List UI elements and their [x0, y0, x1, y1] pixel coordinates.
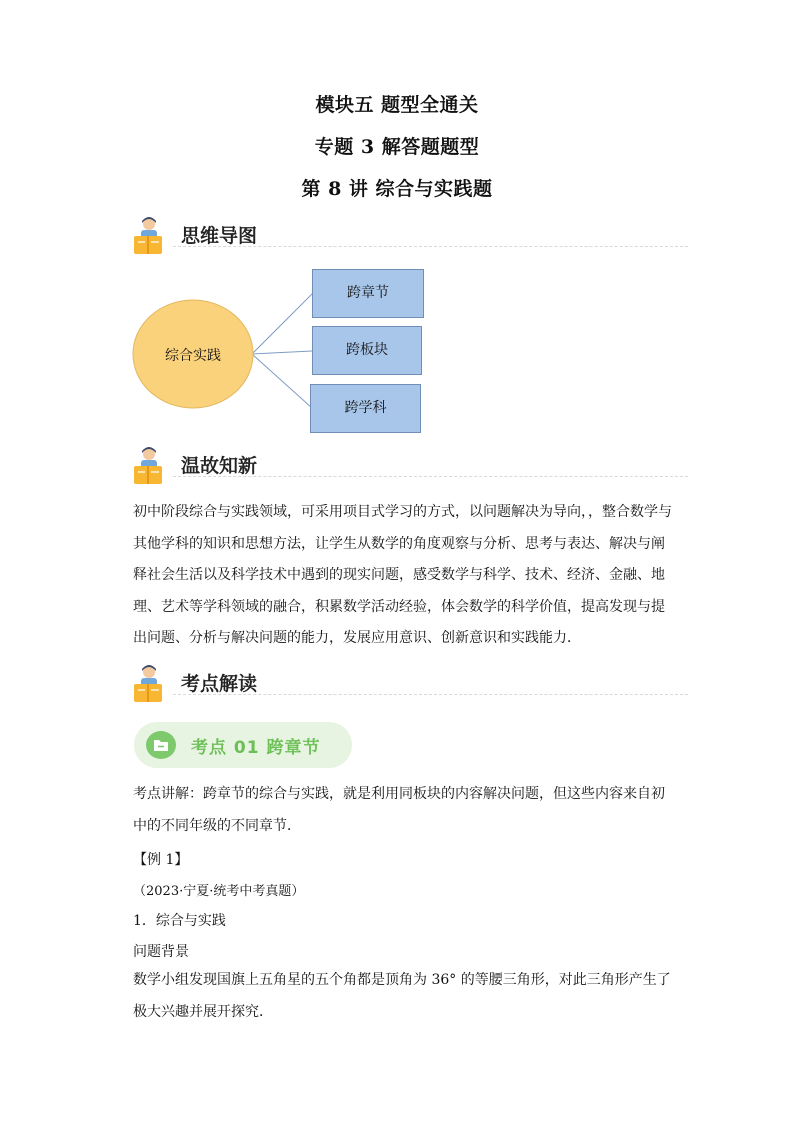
mindmap-branch-label: 跨学科 [344, 400, 387, 416]
section-divider [173, 476, 688, 477]
mindmap-connector [252, 354, 312, 408]
section-header-mindmap [133, 214, 688, 258]
student-reading-icon [133, 214, 169, 258]
student-reading-icon [133, 662, 169, 706]
section-divider [173, 694, 688, 695]
section-title-mindmap: 思维导图 [181, 225, 258, 247]
section-divider [173, 246, 688, 247]
review-paragraph: 初中阶段综合与实践领域，可采用项目式学习的方式，以问题解决为导向，，整合数学与其他学科的知识和思想方法，让学生从数学的角度观察与分析、思考与表达、解决与阐释社会生活以及科学技术中遇到的现实问题，感受数学与科学、技术、经济、金融、地理、艺术等学科领域的融合，积累数学活动经验，体会数学的科学价值，提高发现与提出问题、分析与解决问题的能力，发展应用意识、创新意识和实践能力． [133, 504, 672, 647]
section-header-points [133, 662, 688, 706]
mindmap-branch-node [312, 269, 424, 318]
question-number: 1．综合与实践 [133, 913, 226, 929]
mindmap-connector [252, 351, 312, 354]
mindmap-center-label: 综合实践 [165, 348, 221, 364]
mindmap-branch-node [310, 384, 421, 433]
student-reading-icon [133, 444, 169, 488]
mindmap-branch-label: 跨章节 [347, 285, 389, 301]
background-title: 问题背景 [133, 944, 189, 960]
folder-icon [146, 731, 176, 759]
example-source: （2023·宁夏·统考中考真题） [133, 884, 305, 899]
kaodian-label: 考点 01 跨章节 [191, 738, 321, 758]
mindmap-branch-node [312, 326, 422, 375]
title-topic: 专题 3 解答题题型 [314, 136, 480, 158]
example-label: 【例 1】 [133, 852, 189, 868]
title-module: 模块五 题型全通关 [315, 94, 479, 116]
mindmap-connector [252, 294, 312, 354]
section-title-points: 考点解读 [181, 673, 258, 695]
title-lesson: 第 8 讲 综合与实践题 [301, 178, 493, 200]
section-header-review [133, 444, 688, 488]
mindmap-branch-label: 跨板块 [346, 342, 388, 358]
section-title-review: 温故知新 [181, 455, 258, 477]
kaodian-banner [134, 722, 352, 768]
explain-paragraph: 考点讲解：跨章节的综合与实践，就是利用同板块的内容解决问题，但这些内容来自初中的不同年级的不同章节． [133, 786, 665, 834]
background-paragraph: 数学小组发现国旗上五角星的五个角都是顶角为 36° 的等腰三角形，对此三角形产生了极大兴趣并展开探究． [133, 972, 671, 1020]
